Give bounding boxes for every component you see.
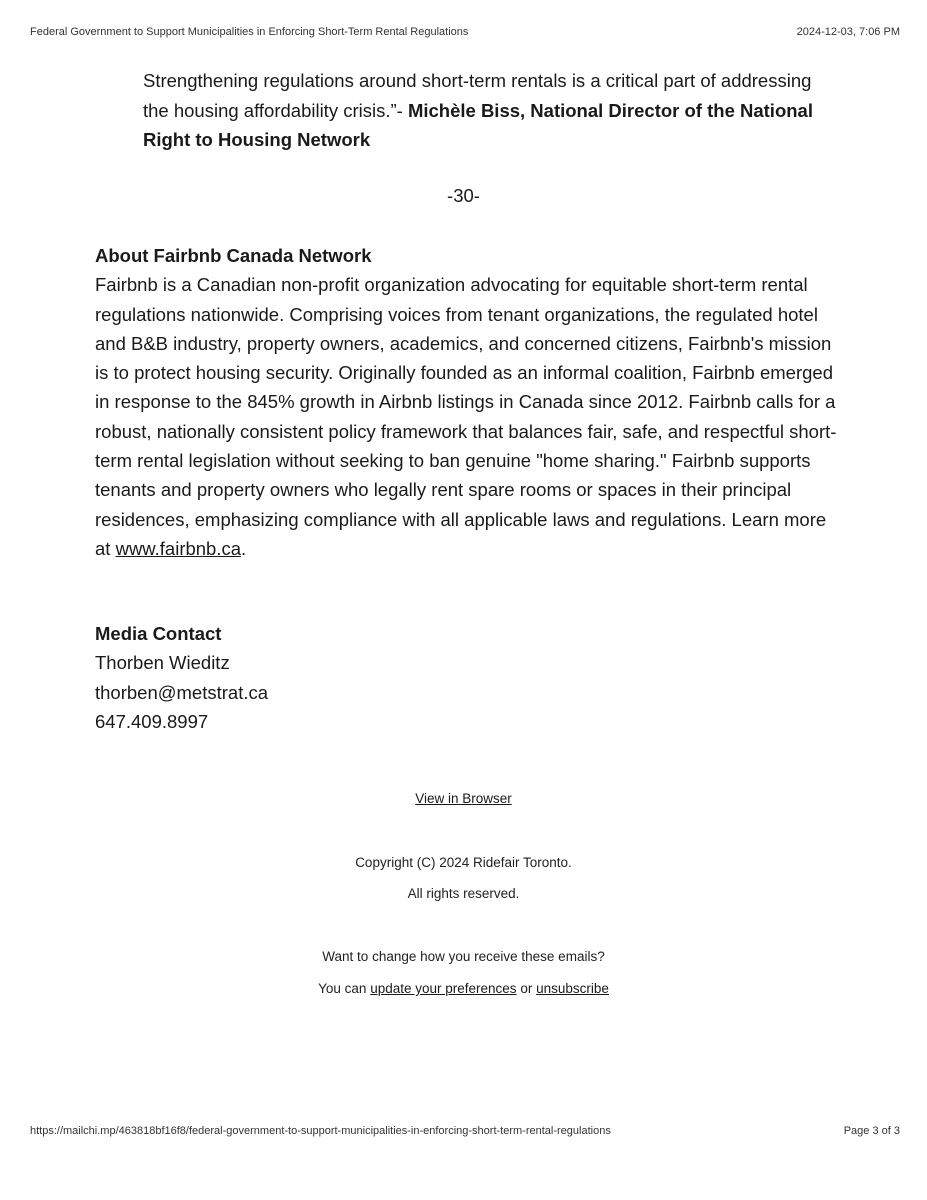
about-heading: About Fairbnb Canada Network	[95, 245, 372, 266]
print-header	[30, 26, 900, 38]
print-header-datetime: 2024-12-03, 7:06 PM	[796, 26, 900, 38]
about-end: .	[241, 537, 247, 559]
contact-phone: 647.409.8997	[95, 710, 209, 732]
print-footer-page: Page 3 of 3	[843, 1125, 900, 1137]
end-separator: -30-	[447, 185, 480, 206]
contact-email: thorben@metstrat.ca	[95, 681, 269, 703]
print-header-title: Federal Government to Support Municipalities in Enforcing Short-Term Rental Regulations	[30, 26, 469, 38]
fairbnb-link[interactable]: www.fairbnb.ca	[115, 537, 242, 559]
about-section	[95, 241, 840, 563]
print-footer-url: https://mailchi.mp/463818bf16f8/federal-government-to-support-municipalities-in-enforcing-short-term-rental-regulations	[30, 1125, 611, 1137]
quote-block	[143, 66, 833, 155]
view-in-browser-row	[0, 791, 927, 806]
change-prompt: Want to change how you receive these emails?	[322, 949, 605, 964]
print-footer	[30, 1125, 900, 1137]
preferences-row	[0, 981, 927, 996]
about-text: Fairbnb is a Canadian non-profit organization advocating for equitable short-term rental regulations nationwide. Comprising voices from tenant organizations, the regulated hotel and B&B industry, property owners, academics, and concerned citizens, Fairbnb's mission is to protect housing security. Originally founded as an informal coalition, Fairbnb emerged in response to the 845% growth in Airbnb listings in Canada since 2012. Fairbnb calls for a robust, nationally consistent policy framework that balances fair, safe, and respectful short-term rental legislation without seeking to ban genuine "home sharing." Fairbnb supports tenants and property owners who legally rent spare rooms or spaces in their principal residences, emphasizing compliance with all applicable laws and regulations. Learn more at	[95, 274, 837, 559]
contact-name: Thorben Wieditz	[95, 652, 230, 674]
unsubscribe-link[interactable]: unsubscribe	[536, 981, 609, 996]
quote-attribution: Michèle Biss, National Director of the National Right to Housing Network	[143, 99, 813, 150]
or-text: or	[520, 981, 533, 996]
media-contact-section	[95, 619, 495, 736]
copyright: Copyright (C) 2024 Ridefair Toronto.	[355, 855, 572, 870]
media-contact-heading: Media Contact	[95, 623, 222, 644]
you-can-text: You can	[318, 981, 367, 996]
update-preferences-link[interactable]: update your preferences	[370, 981, 517, 996]
quote-text: Strengthening regulations around short-term rentals is a critical part of addressing the housing affordability crisis.”-	[143, 70, 812, 121]
rights-reserved: All rights reserved.	[407, 886, 520, 901]
view-in-browser-link[interactable]: View in Browser	[415, 791, 512, 806]
about-body	[95, 270, 840, 563]
